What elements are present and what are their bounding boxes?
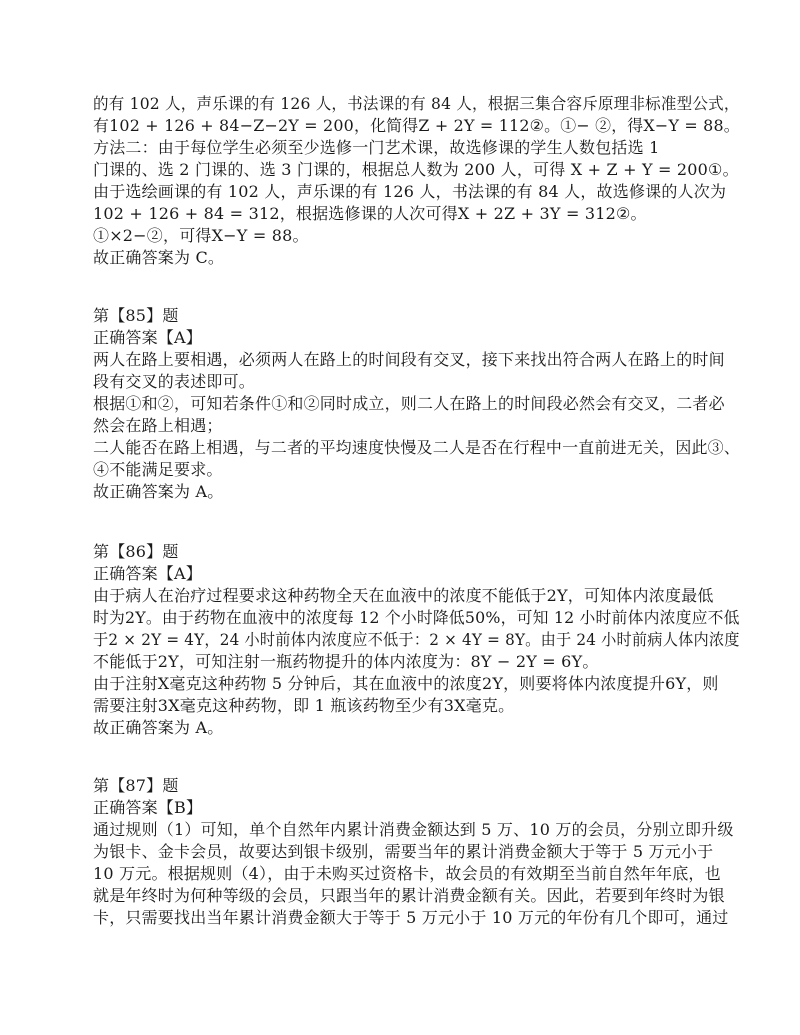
text-line: 为银卡、金卡会员，故要达到银卡级别，需要当年的累计消费金额大于等于 5 万元小于 (93, 842, 714, 861)
text-line: ①×2−②，可得X−Y = 88。 (93, 226, 309, 245)
text-line: 卡，只需要找出当年累计消费金额大于等于 5 万元小于 10 万元的年份有几个即可，通过 (93, 908, 729, 927)
text-line: 有102 + 126 + 84−Z−2Y = 200，化简得Z + 2Y = 112②。①− ②，得X−Y = 88。 (93, 116, 740, 135)
text-line: 通过规则（1）可知，单个自然年内累计消费金额达到 5 万、10 万的会员，分别立即升级 (93, 820, 734, 839)
question-title-85: 第【85】题 (93, 306, 179, 325)
text-line: 根据①和②，可知若条件①和②同时成立，则二人在路上的时间段必然会有交叉，二者必 (93, 394, 725, 413)
text-line: 10 万元。根据规则（4），由于未购买过资格卡，故会员的有效期至当前自然年年底，也 (93, 864, 721, 883)
text-line: 的有 102 人，声乐课的有 126 人，书法课的有 84 人，根据三集合容斥原理非标准型公式， (93, 94, 740, 113)
text-line: ④不能满足要求。 (93, 460, 223, 479)
question-title-86: 第【86】题 (93, 542, 179, 561)
correct-answer-86: 正确答案【A】 (93, 564, 202, 583)
answer-conclusion: 故正确答案为 C。 (93, 248, 225, 267)
text-line: 102 + 126 + 84 = 312，根据选修课的人次可得X + 2Z + 3Y = 312②。 (93, 204, 647, 223)
text-line: 由于病人在治疗过程要求这种药物全天在血液中的浓度不能低于2Y，可知体内浓度最低 (93, 586, 714, 605)
text-line: 门课的、选 2 门课的、选 3 门课的，根据总人数为 200 人，可得 X + Z + Y = 200①。 (93, 160, 739, 179)
text-line: 于2 × 2Y = 4Y，24 小时前体内浓度应不低于：2 × 4Y = 8Y。由于 24 小时前病人体内浓度 (93, 630, 740, 649)
text-line: 由于选绘画课的有 102 人，声乐课的有 126 人，书法课的有 84 人，故选修课的人次为 (93, 182, 727, 201)
text-line: 二人能否在路上相遇，与二者的平均速度快慢及二人是否在行程中一直前进无关，因此③、 (93, 438, 741, 457)
text-line: 由于注射X毫克这种药物 5 分钟后，其在血液中的浓度2Y，则要将体内浓度提升6Y，则 (93, 674, 719, 693)
answer-conclusion: 故正确答案为 A。 (93, 718, 224, 737)
question-title-87: 第【87】题 (93, 776, 179, 795)
text-line: 不能低于2Y，可知注射一瓶药物提升的体内浓度为：8Y − 2Y = 6Y。 (93, 652, 599, 671)
text-line: 就是年终时为何种等级的会员，只跟当年的累计消费金额有关。因此，若要到年终时为银 (93, 886, 725, 905)
text-line: 方法二：由于每位学生必须至少选修一门艺术课，故选修课的学生人数包括选 1 (93, 138, 660, 157)
text-line: 两人在路上要相遇，必须两人在路上的时间段有交叉，接下来找出符合两人在路上的时间 (93, 350, 725, 369)
text-line: 需要注射3X毫克这种药物，即 1 瓶该药物至少有3X毫克。 (93, 696, 515, 715)
correct-answer-85: 正确答案【A】 (93, 328, 202, 347)
text-line: 段有交叉的表述即可。 (93, 372, 256, 391)
text-line: 时为2Y。由于药物在血液中的浓度每 12 个小时降低50%，可知 12 小时前体内浓度应不低 (93, 608, 740, 627)
text-line: 然会在路上相遇； (93, 416, 223, 435)
correct-answer-87: 正确答案【B】 (93, 798, 203, 817)
answer-conclusion: 故正确答案为 A。 (93, 482, 224, 501)
